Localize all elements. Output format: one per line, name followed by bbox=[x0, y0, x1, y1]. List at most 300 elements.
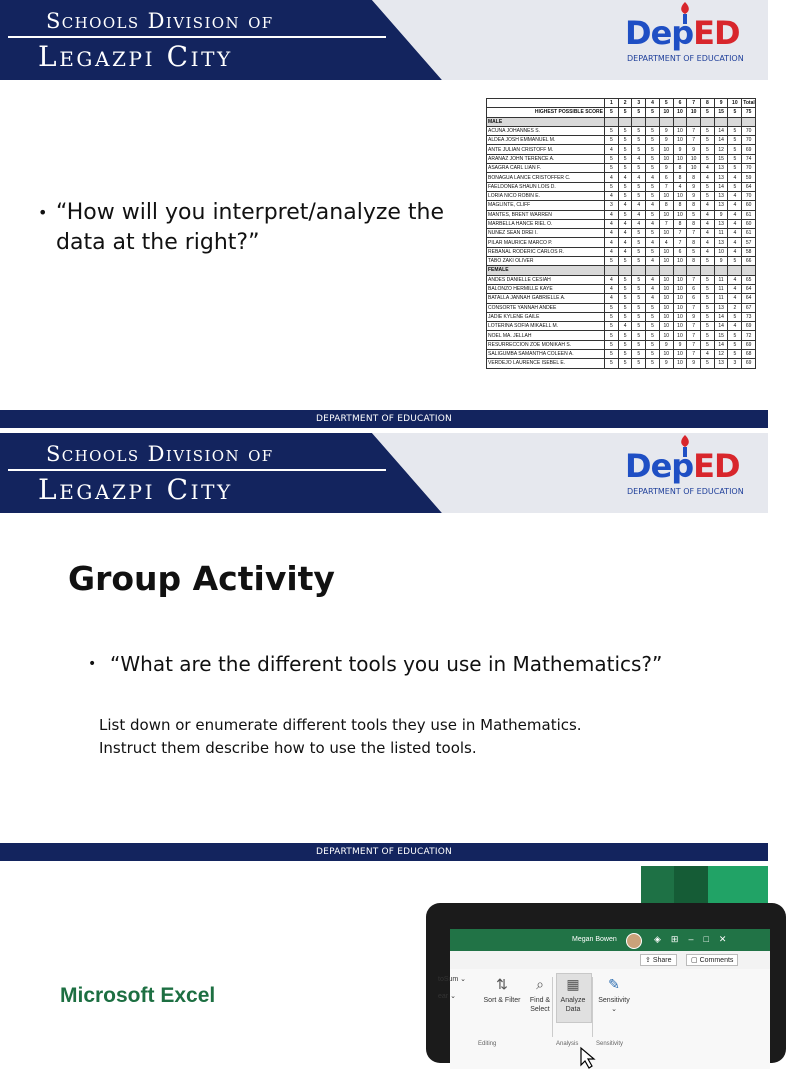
table-cell: 10 bbox=[659, 312, 673, 321]
search-icon: ⌕ bbox=[536, 976, 544, 992]
table-cell: 5 bbox=[646, 312, 660, 321]
table-cell: 10 bbox=[687, 154, 701, 163]
column-header: 3 bbox=[632, 99, 646, 108]
table-cell bbox=[618, 117, 632, 126]
table-cell: 13 bbox=[714, 238, 728, 247]
table-cell: 10 bbox=[673, 359, 687, 368]
deped-logo bbox=[625, 6, 755, 70]
student-name: BALONZO HERMILLE KAYE bbox=[487, 284, 605, 293]
table-cell: 4 bbox=[618, 238, 632, 247]
table-cell: 8 bbox=[659, 201, 673, 210]
table-cell: 5 bbox=[701, 303, 715, 312]
column-header: 5 bbox=[659, 99, 673, 108]
table-cell: 5 bbox=[646, 247, 660, 256]
table-row bbox=[487, 322, 756, 331]
table-cell: 74 bbox=[742, 154, 756, 163]
student-name: LOTERINA SOFIA MIKAELL M. bbox=[487, 322, 605, 331]
table-cell: 9 bbox=[659, 164, 673, 173]
header-title-line2: Legazpi City bbox=[38, 473, 233, 506]
autosum-label: toSum ⌄ bbox=[438, 976, 467, 983]
table-cell: 64 bbox=[742, 294, 756, 303]
table-cell: 5 bbox=[605, 154, 619, 163]
table-cell: 6 bbox=[687, 284, 701, 293]
logo-ed-text: ED bbox=[693, 14, 740, 52]
table-cell: 66 bbox=[742, 257, 756, 266]
table-cell: 5 bbox=[646, 322, 660, 331]
sensitivity-button[interactable]: ✎ Sensitivity ⌄ bbox=[594, 975, 634, 1014]
table-cell: 5 bbox=[605, 108, 619, 117]
table-cell: 4 bbox=[673, 182, 687, 191]
student-name: PILAR MAURICE MARCO P. bbox=[487, 238, 605, 247]
table-cell: 72 bbox=[742, 331, 756, 340]
table-cell: 10 bbox=[659, 247, 673, 256]
table-cell: 5 bbox=[646, 154, 660, 163]
table-cell: 4 bbox=[646, 275, 660, 284]
table-row bbox=[487, 257, 756, 266]
table-cell: 9 bbox=[687, 182, 701, 191]
table-cell: 5 bbox=[646, 145, 660, 154]
table-cell: 6 bbox=[673, 247, 687, 256]
logo-dep-text: Dep bbox=[625, 14, 694, 52]
table-row bbox=[487, 154, 756, 163]
table-cell: 4 bbox=[659, 238, 673, 247]
student-name: BONAGUA LANCE CRISTOFFER C. bbox=[487, 173, 605, 182]
table-cell: 5 bbox=[632, 229, 646, 238]
table-cell: 5 bbox=[605, 257, 619, 266]
table-cell: 5 bbox=[646, 303, 660, 312]
table-cell: 70 bbox=[742, 136, 756, 145]
table-cell: 8 bbox=[673, 173, 687, 182]
table-cell: 10 bbox=[673, 191, 687, 200]
table-cell: 4 bbox=[701, 164, 715, 173]
table-cell: 9 bbox=[687, 145, 701, 154]
table-cell: 5 bbox=[618, 191, 632, 200]
table-cell: 4 bbox=[728, 219, 742, 228]
table-cell: 4 bbox=[632, 173, 646, 182]
table-row bbox=[487, 126, 756, 135]
table-cell: 10 bbox=[673, 350, 687, 359]
table-row bbox=[487, 238, 756, 247]
table-cell: 5 bbox=[701, 322, 715, 331]
table-cell: 5 bbox=[646, 182, 660, 191]
table-cell: 5 bbox=[701, 126, 715, 135]
table-cell: 9 bbox=[659, 340, 673, 349]
table-row bbox=[487, 191, 756, 200]
column-header: 7 bbox=[687, 99, 701, 108]
table-cell: 5 bbox=[632, 126, 646, 135]
table-cell: 5 bbox=[701, 145, 715, 154]
avatar[interactable] bbox=[626, 933, 642, 949]
table-cell: 4 bbox=[605, 284, 619, 293]
logo-subtitle: DEPARTMENT OF EDUCATION bbox=[627, 54, 744, 63]
table-cell: 5 bbox=[632, 257, 646, 266]
bullet-question: “What are the different tools you use in Mathematics?” bbox=[110, 652, 663, 676]
table-cell: 5 bbox=[701, 312, 715, 321]
table-cell: 5 bbox=[618, 210, 632, 219]
table-cell: 4 bbox=[701, 210, 715, 219]
table-cell: 4 bbox=[728, 201, 742, 210]
table-cell: 5 bbox=[618, 359, 632, 368]
analyze-data-button[interactable]: ▦ Analyze Data bbox=[553, 975, 593, 1014]
student-name: LORIA NICO ROBIN E. bbox=[487, 191, 605, 200]
table-cell: 4 bbox=[618, 229, 632, 238]
table-cell: 5 bbox=[632, 164, 646, 173]
table-cell: 5 bbox=[632, 108, 646, 117]
table-cell: 69 bbox=[742, 359, 756, 368]
table-cell: 5 bbox=[728, 340, 742, 349]
table-cell: 7 bbox=[659, 182, 673, 191]
table-cell: 5 bbox=[728, 182, 742, 191]
table-cell: 3 bbox=[605, 201, 619, 210]
student-name: SALIGUMBA SAMANTHA COLEEN A. bbox=[487, 350, 605, 359]
table-cell: 5 bbox=[701, 136, 715, 145]
table-cell: 4 bbox=[646, 201, 660, 210]
column-header: 2 bbox=[618, 99, 632, 108]
table-cell: 5 bbox=[701, 154, 715, 163]
bullet-item bbox=[38, 198, 458, 258]
clear-label: ear ⌄ bbox=[438, 993, 456, 1000]
excel-screen bbox=[438, 929, 770, 1069]
table-cell: 8 bbox=[673, 219, 687, 228]
table-cell: 2 bbox=[728, 303, 742, 312]
table-cell: 5 bbox=[632, 294, 646, 303]
brand-color-block bbox=[641, 866, 768, 903]
table-cell: 7 bbox=[687, 331, 701, 340]
table-cell: 64 bbox=[742, 182, 756, 191]
student-name: ALDEA JOSH EMMANUEL M. bbox=[487, 136, 605, 145]
sort-filter-button[interactable]: ⇅ Sort & Filter bbox=[483, 976, 521, 1004]
table-cell: 13 bbox=[714, 173, 728, 182]
column-header: Total bbox=[743, 100, 755, 107]
table-cell: 4 bbox=[632, 201, 646, 210]
table-cell: 5 bbox=[701, 257, 715, 266]
student-name: NOEL MA. JELLAH bbox=[487, 331, 605, 340]
table-cell: 5 bbox=[701, 284, 715, 293]
table-cell bbox=[673, 117, 687, 126]
table-cell: 4 bbox=[728, 229, 742, 238]
table-cell: 5 bbox=[618, 136, 632, 145]
table-cell: 10 bbox=[659, 284, 673, 293]
table-row bbox=[487, 219, 756, 228]
share-button[interactable]: ⇪ Share bbox=[640, 954, 677, 966]
cursor-icon bbox=[580, 1047, 598, 1069]
table-cell: 4 bbox=[646, 173, 660, 182]
table-cell: 15 bbox=[714, 154, 728, 163]
table-cell: 5 bbox=[687, 210, 701, 219]
table-row bbox=[487, 229, 756, 238]
table-cell: 5 bbox=[728, 145, 742, 154]
table-cell: 61 bbox=[742, 210, 756, 219]
table-cell: 4 bbox=[701, 350, 715, 359]
table-cell: 4 bbox=[701, 247, 715, 256]
table-cell: 8 bbox=[687, 201, 701, 210]
table-cell: 4 bbox=[646, 219, 660, 228]
table-cell: 6 bbox=[659, 173, 673, 182]
table-cell: 5 bbox=[632, 275, 646, 284]
table-cell: 4 bbox=[701, 173, 715, 182]
table-cell: 5 bbox=[701, 275, 715, 284]
table-cell: 15 bbox=[714, 331, 728, 340]
table-cell: 5 bbox=[605, 303, 619, 312]
table-cell bbox=[659, 266, 673, 275]
column-header: 1 bbox=[605, 99, 619, 108]
table-row bbox=[487, 201, 756, 210]
table-cell: 14 bbox=[714, 182, 728, 191]
table-cell: 7 bbox=[673, 238, 687, 247]
table-cell: 5 bbox=[618, 275, 632, 284]
table-cell: 4 bbox=[618, 219, 632, 228]
student-name: CONSORTE YANNAH ANDEE bbox=[487, 303, 605, 312]
table-cell: 13 bbox=[714, 303, 728, 312]
table-cell: 5 bbox=[632, 331, 646, 340]
sensitivity-icon: ✎ bbox=[608, 976, 620, 992]
table-row bbox=[487, 294, 756, 303]
table-cell: 8 bbox=[673, 201, 687, 210]
score-table-wrap bbox=[486, 98, 756, 369]
table-cell bbox=[687, 117, 701, 126]
table-cell: 4 bbox=[646, 257, 660, 266]
table-cell: 9 bbox=[673, 340, 687, 349]
table-header-row bbox=[487, 99, 756, 108]
table-cell: 7 bbox=[673, 229, 687, 238]
table-cell: 5 bbox=[687, 247, 701, 256]
table-cell: 8 bbox=[687, 238, 701, 247]
table-cell: 5 bbox=[646, 126, 660, 135]
score-table bbox=[486, 98, 756, 369]
table-cell bbox=[728, 117, 742, 126]
table-row bbox=[487, 303, 756, 312]
table-cell bbox=[742, 117, 756, 126]
table-cell: 4 bbox=[728, 322, 742, 331]
table-cell bbox=[742, 266, 756, 275]
table-cell: 13 bbox=[714, 219, 728, 228]
table-cell: 7 bbox=[687, 126, 701, 135]
slide-2 bbox=[0, 433, 768, 863]
table-cell: 5 bbox=[728, 257, 742, 266]
table-cell: 8 bbox=[687, 173, 701, 182]
table-cell: 73 bbox=[742, 312, 756, 321]
table-cell: 70 bbox=[742, 164, 756, 173]
user-name: Megan Bowen bbox=[572, 936, 617, 943]
deped-logo bbox=[625, 439, 755, 503]
table-cell: 12 bbox=[714, 350, 728, 359]
bullet-dot: • bbox=[88, 656, 97, 672]
table-cell: 5 bbox=[701, 359, 715, 368]
bullet-question: “How will you interpret/analyze the data at the right?” bbox=[56, 200, 445, 255]
table-cell: 5 bbox=[701, 340, 715, 349]
table-cell: 10 bbox=[673, 322, 687, 331]
chevron-down-icon: ⌄ bbox=[611, 1006, 617, 1013]
table-cell: 7 bbox=[659, 219, 673, 228]
command-bar bbox=[450, 951, 770, 969]
table-cell: 5 bbox=[605, 322, 619, 331]
table-cell: 10 bbox=[659, 229, 673, 238]
logo-subtitle: DEPARTMENT OF EDUCATION bbox=[627, 487, 744, 496]
column-header: 8 bbox=[701, 99, 715, 108]
table-cell bbox=[646, 266, 660, 275]
table-cell: 10 bbox=[673, 257, 687, 266]
table-cell: 10 bbox=[673, 312, 687, 321]
table-cell: 11 bbox=[714, 284, 728, 293]
table-cell: 7 bbox=[687, 350, 701, 359]
logo-dep-text: Dep bbox=[625, 447, 694, 485]
table-cell: 70 bbox=[742, 126, 756, 135]
table-cell: 4 bbox=[618, 201, 632, 210]
table-cell: 5 bbox=[605, 312, 619, 321]
table-cell: 5 bbox=[646, 340, 660, 349]
table-cell bbox=[687, 266, 701, 275]
table-cell: 4 bbox=[618, 322, 632, 331]
note-line-2: Instruct them describe how to use the listed tools. bbox=[99, 739, 477, 757]
comments-button[interactable]: ▢ Comments bbox=[686, 954, 738, 966]
table-cell: 7 bbox=[687, 322, 701, 331]
table-cell: 10 bbox=[673, 284, 687, 293]
table-cell bbox=[728, 266, 742, 275]
footer-bar: DEPARTMENT OF EDUCATION bbox=[0, 843, 768, 861]
table-cell: 5 bbox=[605, 359, 619, 368]
table-cell: 9 bbox=[687, 191, 701, 200]
table-row bbox=[487, 210, 756, 219]
table-row bbox=[487, 164, 756, 173]
table-cell bbox=[673, 266, 687, 275]
table-cell: 5 bbox=[632, 322, 646, 331]
table-cell: 10 bbox=[659, 145, 673, 154]
table-cell: 14 bbox=[714, 312, 728, 321]
table-cell: 60 bbox=[742, 219, 756, 228]
table-cell: 57 bbox=[742, 238, 756, 247]
table-cell: 10 bbox=[673, 108, 687, 117]
table-cell: 10 bbox=[673, 136, 687, 145]
table-cell: 5 bbox=[605, 182, 619, 191]
table-row bbox=[487, 173, 756, 182]
table-cell: 4 bbox=[701, 201, 715, 210]
table-cell bbox=[646, 117, 660, 126]
table-cell: 5 bbox=[618, 294, 632, 303]
student-name: ACUNA JOHANNES S. bbox=[487, 126, 605, 135]
table-cell: 5 bbox=[646, 164, 660, 173]
table-cell: 9 bbox=[659, 359, 673, 368]
student-name: ARANAZ JOHN TERENCE A. bbox=[487, 154, 605, 163]
ribbon-separator bbox=[592, 977, 593, 1037]
table-cell: 10 bbox=[659, 210, 673, 219]
student-name: MAGLINTE, CLIFF bbox=[487, 201, 605, 210]
table-row bbox=[487, 312, 756, 321]
table-cell: 61 bbox=[742, 229, 756, 238]
table-cell: 5 bbox=[618, 350, 632, 359]
student-name: RESURRECCION ZOE MONIKAH S. bbox=[487, 340, 605, 349]
slide-1 bbox=[0, 0, 768, 430]
table-cell: 10 bbox=[659, 108, 673, 117]
table-cell bbox=[714, 117, 728, 126]
table-cell: 8 bbox=[687, 257, 701, 266]
bullet-dot: • bbox=[38, 203, 48, 222]
table-cell: 4 bbox=[605, 173, 619, 182]
table-cell: 5 bbox=[618, 182, 632, 191]
table-cell: 10 bbox=[659, 154, 673, 163]
table-cell: 10 bbox=[673, 210, 687, 219]
table-cell: 9 bbox=[673, 145, 687, 154]
find-select-button[interactable]: ⌕ Find & Select bbox=[520, 975, 560, 1014]
table-row-hps bbox=[487, 108, 756, 117]
table-cell: 4 bbox=[728, 294, 742, 303]
table-cell: 5 bbox=[646, 210, 660, 219]
table-cell: 10 bbox=[659, 303, 673, 312]
student-name: MARBELLA HANCE RIEL O. bbox=[487, 219, 605, 228]
table-cell: 5 bbox=[605, 350, 619, 359]
table-cell: 5 bbox=[701, 294, 715, 303]
table-cell: 5 bbox=[632, 340, 646, 349]
table-cell: 5 bbox=[646, 229, 660, 238]
table-cell: 7 bbox=[687, 303, 701, 312]
student-name: ANTE JULIAN CRISTOFF M. bbox=[487, 145, 605, 154]
footer-bar: DEPARTMENT OF EDUCATION bbox=[0, 410, 768, 428]
table-cell: 3 bbox=[728, 359, 742, 368]
analyze-data-icon: ▦ bbox=[566, 976, 580, 992]
table-cell: 10 bbox=[687, 108, 701, 117]
table-cell: 4 bbox=[728, 210, 742, 219]
table-cell: 10 bbox=[673, 275, 687, 284]
table-cell: 4 bbox=[605, 210, 619, 219]
table-cell: 5 bbox=[728, 126, 742, 135]
table-cell: 11 bbox=[714, 294, 728, 303]
student-name: JADIE KYLENE GAILE bbox=[487, 312, 605, 321]
table-cell bbox=[632, 117, 646, 126]
table-cell: 5 bbox=[632, 191, 646, 200]
table-cell: 8 bbox=[673, 164, 687, 173]
table-cell: 10 bbox=[714, 247, 728, 256]
table-row bbox=[487, 247, 756, 256]
table-cell: 9 bbox=[687, 312, 701, 321]
header-title-line2: Legazpi City bbox=[38, 40, 233, 73]
table-cell: 69 bbox=[742, 145, 756, 154]
table-cell: 4 bbox=[701, 238, 715, 247]
table-cell: 5 bbox=[728, 136, 742, 145]
table-cell bbox=[618, 266, 632, 275]
table-cell: 5 bbox=[646, 108, 660, 117]
table-cell: 5 bbox=[618, 164, 632, 173]
table-cell: 5 bbox=[605, 340, 619, 349]
table-cell: 4 bbox=[728, 173, 742, 182]
table-cell: 5 bbox=[618, 284, 632, 293]
slide-3 bbox=[0, 866, 768, 1047]
table-cell: 10 bbox=[659, 275, 673, 284]
student-name: NUNEZ SEAN DREI I. bbox=[487, 229, 605, 238]
table-cell: 4 bbox=[728, 275, 742, 284]
window-controls[interactable]: ◈⊞–□✕ bbox=[654, 934, 737, 944]
table-row bbox=[487, 359, 756, 368]
column-header: 6 bbox=[673, 99, 687, 108]
table-cell: 9 bbox=[714, 257, 728, 266]
table-cell: 13 bbox=[714, 191, 728, 200]
table-cell: 4 bbox=[646, 238, 660, 247]
table-cell: 8 bbox=[687, 219, 701, 228]
table-cell: 10 bbox=[659, 294, 673, 303]
autosum-button[interactable] bbox=[438, 975, 474, 1001]
table-cell: 5 bbox=[618, 154, 632, 163]
table-cell: 5 bbox=[632, 136, 646, 145]
group-sensitivity-label: Sensitivity bbox=[596, 1041, 624, 1047]
table-cell: 4 bbox=[605, 191, 619, 200]
table-cell: 5 bbox=[632, 303, 646, 312]
table-cell: 7 bbox=[687, 136, 701, 145]
table-cell: 5 bbox=[632, 238, 646, 247]
table-cell: 5 bbox=[646, 350, 660, 359]
table-cell bbox=[605, 117, 619, 126]
bullet-item bbox=[88, 651, 738, 677]
column-header: 10 bbox=[728, 99, 742, 108]
table-cell bbox=[701, 117, 715, 126]
student-name: ANDES DANIELLE CESIAH bbox=[487, 275, 605, 284]
